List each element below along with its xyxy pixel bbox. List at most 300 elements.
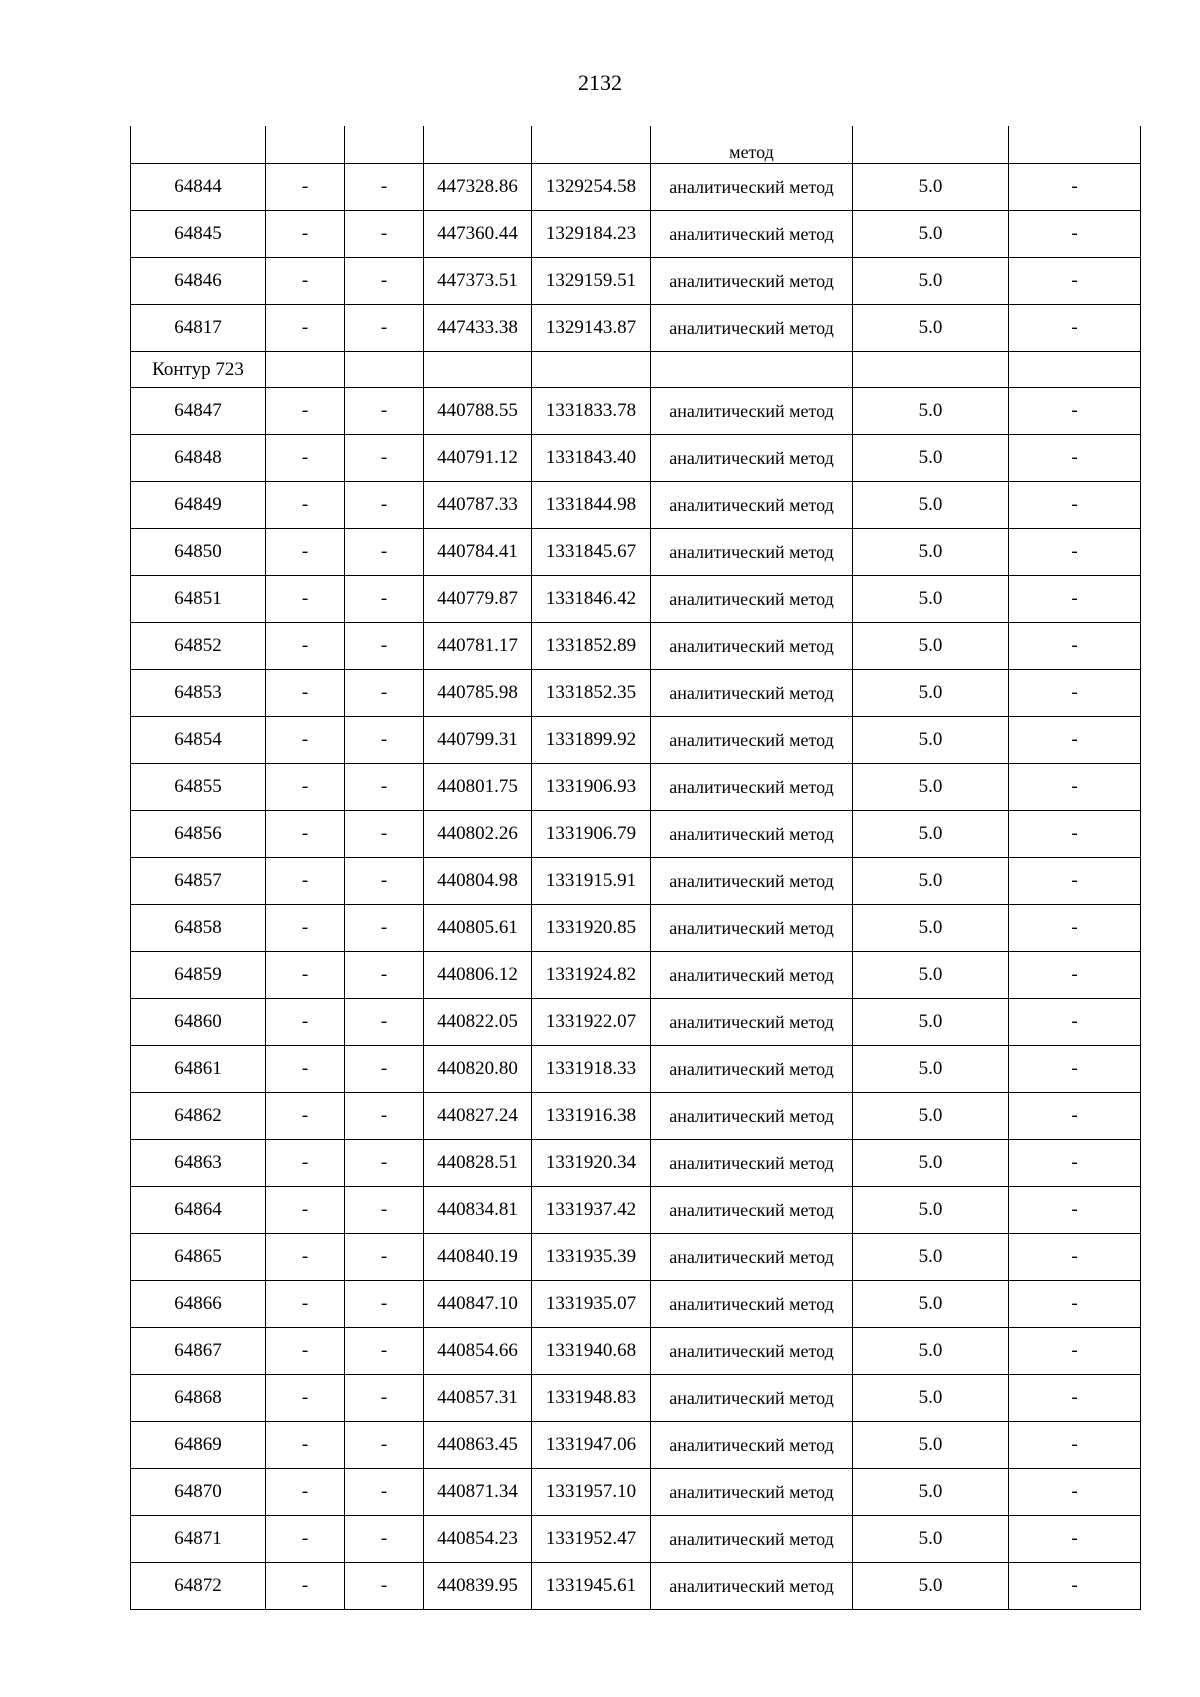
method-cell — [651, 258, 853, 305]
method-cell — [651, 435, 853, 482]
col3-cell: - — [345, 1563, 424, 1610]
method-text: аналитический метод — [669, 824, 834, 844]
point-id-cell: 64846 — [131, 258, 266, 305]
point-id-cell: 64849 — [131, 482, 266, 529]
table-row — [131, 435, 1141, 482]
col2-cell: - — [266, 576, 345, 623]
table-row — [131, 858, 1141, 905]
point-id-cell: 64848 — [131, 435, 266, 482]
col2-cell: - — [266, 305, 345, 352]
col2-cell: - — [266, 1375, 345, 1422]
point-id-cell: 64844 — [131, 164, 266, 211]
col2-cell: - — [266, 258, 345, 305]
accuracy-cell: 5.0 — [853, 1469, 1009, 1516]
x-coord-cell: 440854.23 — [424, 1516, 532, 1563]
accuracy-cell: 5.0 — [853, 1422, 1009, 1469]
col3-cell: - — [345, 858, 424, 905]
table-row — [131, 1140, 1141, 1187]
col3-cell: - — [345, 1093, 424, 1140]
y-coord-cell: 1331906.93 — [532, 764, 651, 811]
x-coord-cell: 440839.95 — [424, 1563, 532, 1610]
col3-cell: - — [345, 482, 424, 529]
table-row — [131, 670, 1141, 717]
x-coord-cell: 447360.44 — [424, 211, 532, 258]
table-row — [131, 482, 1141, 529]
x-coord-cell: 440788.55 — [424, 388, 532, 435]
point-id-cell: 64851 — [131, 576, 266, 623]
col2-cell: - — [266, 1422, 345, 1469]
point-id-cell: 64856 — [131, 811, 266, 858]
page-number: 2132 — [578, 70, 622, 95]
col3-cell: - — [345, 1187, 424, 1234]
col3-cell: - — [345, 1328, 424, 1375]
point-id-cell: 64871 — [131, 1516, 266, 1563]
last-col-cell: - — [1009, 905, 1141, 952]
method-cell — [651, 1093, 853, 1140]
method-text: аналитический метод — [669, 589, 834, 609]
method-cell — [651, 482, 853, 529]
y-coord-cell: 1331948.83 — [532, 1375, 651, 1422]
y-coord-cell: 1331852.89 — [532, 623, 651, 670]
table-row — [131, 1469, 1141, 1516]
table-row — [131, 1375, 1141, 1422]
point-id-cell: 64870 — [131, 1469, 266, 1516]
accuracy-cell: 5.0 — [853, 952, 1009, 999]
point-id-cell: 64860 — [131, 999, 266, 1046]
col3-cell: - — [345, 811, 424, 858]
method-text: аналитический метод — [669, 965, 834, 985]
col3-cell: - — [345, 1140, 424, 1187]
method-cell — [651, 1187, 853, 1234]
y-coord-cell: 1331845.67 — [532, 529, 651, 576]
col3-cell: - — [345, 623, 424, 670]
method-text: аналитический метод — [669, 1059, 834, 1079]
x-coord-cell: 440822.05 — [424, 999, 532, 1046]
last-col-cell: - — [1009, 211, 1141, 258]
method-cell — [651, 576, 853, 623]
x-coord-cell: 440827.24 — [424, 1093, 532, 1140]
method-text: аналитический метод — [669, 1529, 834, 1549]
table-row — [131, 952, 1141, 999]
last-col-cell: - — [1009, 952, 1141, 999]
col2-cell: - — [266, 670, 345, 717]
accuracy-cell: 5.0 — [853, 1234, 1009, 1281]
col2-cell: - — [266, 1281, 345, 1328]
col2-cell: - — [266, 1234, 345, 1281]
x-coord-cell: 440828.51 — [424, 1140, 532, 1187]
y-coord-cell: 1331920.85 — [532, 905, 651, 952]
point-id-cell: 64867 — [131, 1328, 266, 1375]
col3-cell: - — [345, 258, 424, 305]
col3-cell: - — [345, 1516, 424, 1563]
last-col-cell: - — [1009, 764, 1141, 811]
last-col-cell: - — [1009, 1375, 1141, 1422]
accuracy-cell: 5.0 — [853, 529, 1009, 576]
table-row — [131, 211, 1141, 258]
accuracy-cell: 5.0 — [853, 764, 1009, 811]
col2-cell: - — [266, 1046, 345, 1093]
method-text: аналитический метод — [669, 271, 834, 291]
accuracy-cell: 5.0 — [853, 811, 1009, 858]
method-cell — [651, 1140, 853, 1187]
table-row — [131, 388, 1141, 435]
accuracy-cell: 5.0 — [853, 435, 1009, 482]
x-coord-cell: 440802.26 — [424, 811, 532, 858]
col2-cell: - — [266, 435, 345, 482]
col3-cell: - — [345, 435, 424, 482]
col3-cell: - — [345, 529, 424, 576]
last-col-cell: - — [1009, 1328, 1141, 1375]
method-cell — [651, 1563, 853, 1610]
method-text: аналитический метод — [669, 1435, 834, 1455]
point-id-cell: 64854 — [131, 717, 266, 764]
method-cell — [651, 905, 853, 952]
last-col-cell: - — [1009, 1234, 1141, 1281]
method-cell — [651, 1469, 853, 1516]
section-row — [131, 352, 1141, 388]
last-col-cell: - — [1009, 1422, 1141, 1469]
method-cell — [651, 717, 853, 764]
method-cell — [651, 164, 853, 211]
point-id-cell: 64817 — [131, 305, 266, 352]
table-row — [131, 529, 1141, 576]
y-coord-cell: 1331924.82 — [532, 952, 651, 999]
last-col-cell: - — [1009, 388, 1141, 435]
method-text: аналитический метод — [669, 1341, 834, 1361]
col2-cell: - — [266, 1187, 345, 1234]
last-col-cell: - — [1009, 670, 1141, 717]
accuracy-cell: 5.0 — [853, 1375, 1009, 1422]
x-coord-cell: 440840.19 — [424, 1234, 532, 1281]
last-col-cell: - — [1009, 1187, 1141, 1234]
table-row — [131, 576, 1141, 623]
table-row — [131, 258, 1141, 305]
method-text: аналитический метод — [669, 1482, 834, 1502]
table-row — [131, 1093, 1141, 1140]
point-id-cell: 64859 — [131, 952, 266, 999]
point-id-cell: 64866 — [131, 1281, 266, 1328]
method-cell — [651, 1516, 853, 1563]
point-id-cell: 64857 — [131, 858, 266, 905]
table-row — [131, 811, 1141, 858]
last-col-cell: - — [1009, 1281, 1141, 1328]
y-coord-cell: 1329184.23 — [532, 211, 651, 258]
col2-cell: - — [266, 211, 345, 258]
y-coord-cell: 1331940.68 — [532, 1328, 651, 1375]
method-cell — [651, 529, 853, 576]
method-text: аналитический метод — [669, 542, 834, 562]
col2-cell: - — [266, 482, 345, 529]
method-cell — [651, 811, 853, 858]
col3-cell: - — [345, 717, 424, 764]
col3-cell: - — [345, 905, 424, 952]
col3-cell: - — [345, 764, 424, 811]
method-cell — [651, 623, 853, 670]
last-col-cell: - — [1009, 1469, 1141, 1516]
y-coord-cell: 1331852.35 — [532, 670, 651, 717]
last-col-cell: - — [1009, 164, 1141, 211]
x-coord-cell: 440784.41 — [424, 529, 532, 576]
table-row — [131, 999, 1141, 1046]
accuracy-cell: 5.0 — [853, 1046, 1009, 1093]
table-row — [131, 905, 1141, 952]
x-coord-cell: 440871.34 — [424, 1469, 532, 1516]
method-text: аналитический метод — [669, 177, 834, 197]
y-coord-cell: 1331906.79 — [532, 811, 651, 858]
col2-cell: - — [266, 529, 345, 576]
y-coord-cell: 1331843.40 — [532, 435, 651, 482]
accuracy-cell: 5.0 — [853, 1281, 1009, 1328]
accuracy-cell: 5.0 — [853, 858, 1009, 905]
last-col-cell: - — [1009, 858, 1141, 905]
y-coord-cell: 1331947.06 — [532, 1422, 651, 1469]
accuracy-cell: 5.0 — [853, 576, 1009, 623]
x-coord-cell: 440863.45 — [424, 1422, 532, 1469]
col3-cell: - — [345, 164, 424, 211]
x-coord-cell: 440781.17 — [424, 623, 532, 670]
method-cell — [651, 1234, 853, 1281]
col3-cell: - — [345, 952, 424, 999]
col2-cell: - — [266, 388, 345, 435]
last-col-cell: - — [1009, 305, 1141, 352]
y-coord-cell: 1331952.47 — [532, 1516, 651, 1563]
x-coord-cell: 440787.33 — [424, 482, 532, 529]
last-col-cell: - — [1009, 435, 1141, 482]
col3-cell: - — [345, 1469, 424, 1516]
col3-cell: - — [345, 999, 424, 1046]
x-coord-cell: 447328.86 — [424, 164, 532, 211]
col2-cell: - — [266, 952, 345, 999]
col2-cell: - — [266, 717, 345, 764]
point-id-cell: 64845 — [131, 211, 266, 258]
method-text: аналитический метод — [669, 1247, 834, 1267]
y-coord-cell: 1331922.07 — [532, 999, 651, 1046]
last-col-cell: - — [1009, 623, 1141, 670]
x-coord-cell: 440804.98 — [424, 858, 532, 905]
method-cell — [651, 1281, 853, 1328]
accuracy-cell: 5.0 — [853, 388, 1009, 435]
table-row-continued — [131, 126, 1141, 164]
y-coord-cell: 1331945.61 — [532, 1563, 651, 1610]
accuracy-cell: 5.0 — [853, 1093, 1009, 1140]
y-coord-cell: 1331935.07 — [532, 1281, 651, 1328]
accuracy-cell: 5.0 — [853, 670, 1009, 717]
last-col-cell: - — [1009, 1563, 1141, 1610]
accuracy-cell: 5.0 — [853, 164, 1009, 211]
point-id-cell: 64847 — [131, 388, 266, 435]
col2-cell: - — [266, 1328, 345, 1375]
method-text: аналитический метод — [669, 448, 834, 468]
last-col-cell: - — [1009, 529, 1141, 576]
table-row — [131, 623, 1141, 670]
y-coord-cell: 1329254.58 — [532, 164, 651, 211]
table-row — [131, 1281, 1141, 1328]
last-col-cell: - — [1009, 811, 1141, 858]
table-row — [131, 764, 1141, 811]
accuracy-cell: 5.0 — [853, 482, 1009, 529]
col2-cell: - — [266, 623, 345, 670]
last-col-cell: - — [1009, 1093, 1141, 1140]
method-cell — [651, 952, 853, 999]
col3-cell: - — [345, 211, 424, 258]
table-row — [131, 1563, 1141, 1610]
method-text: аналитический метод — [669, 871, 834, 891]
y-coord-cell: 1331935.39 — [532, 1234, 651, 1281]
y-coord-cell: 1331899.92 — [532, 717, 651, 764]
last-col-cell: - — [1009, 482, 1141, 529]
method-cell — [651, 1046, 853, 1093]
col3-cell: - — [345, 576, 424, 623]
table-row — [131, 1516, 1141, 1563]
method-text: аналитический метод — [669, 224, 834, 244]
x-coord-cell: 440820.80 — [424, 1046, 532, 1093]
y-coord-cell: 1329143.87 — [532, 305, 651, 352]
method-text: аналитический метод — [669, 1294, 834, 1314]
point-id-cell: 64864 — [131, 1187, 266, 1234]
last-col-cell: - — [1009, 999, 1141, 1046]
point-id-cell: 64850 — [131, 529, 266, 576]
method-text: аналитический метод — [669, 1576, 834, 1596]
method-cell — [651, 670, 853, 717]
x-coord-cell: 440806.12 — [424, 952, 532, 999]
last-col-cell: - — [1009, 717, 1141, 764]
method-text: аналитический метод — [669, 636, 834, 656]
accuracy-cell: 5.0 — [853, 717, 1009, 764]
point-id-cell: 64852 — [131, 623, 266, 670]
x-coord-cell: 440785.98 — [424, 670, 532, 717]
coordinates-table — [130, 126, 1141, 1610]
col2-cell: - — [266, 164, 345, 211]
accuracy-cell: 5.0 — [853, 1563, 1009, 1610]
col2-cell: - — [266, 1469, 345, 1516]
col2-cell: - — [266, 1140, 345, 1187]
table-row — [131, 1328, 1141, 1375]
method-text: аналитический метод — [669, 918, 834, 938]
method-text: аналитический метод — [669, 730, 834, 750]
accuracy-cell: 5.0 — [853, 305, 1009, 352]
method-cell — [651, 305, 853, 352]
x-coord-cell: 447373.51 — [424, 258, 532, 305]
method-text: аналитический метод — [669, 401, 834, 421]
method-text: аналитический метод — [669, 495, 834, 515]
y-coord-cell: 1331957.10 — [532, 1469, 651, 1516]
y-coord-cell: 1331937.42 — [532, 1187, 651, 1234]
col2-cell: - — [266, 1563, 345, 1610]
col3-cell: - — [345, 1375, 424, 1422]
point-id-cell: 64868 — [131, 1375, 266, 1422]
method-text: аналитический метод — [669, 1012, 834, 1032]
x-coord-cell: 440847.10 — [424, 1281, 532, 1328]
method-text: аналитический метод — [669, 777, 834, 797]
method-cell — [651, 999, 853, 1046]
method-text: аналитический метод — [669, 1106, 834, 1126]
x-coord-cell: 440854.66 — [424, 1328, 532, 1375]
point-id-cell: 64863 — [131, 1140, 266, 1187]
x-coord-cell: 440791.12 — [424, 435, 532, 482]
x-coord-cell: 447433.38 — [424, 305, 532, 352]
x-coord-cell: 440801.75 — [424, 764, 532, 811]
x-coord-cell: 440799.31 — [424, 717, 532, 764]
y-coord-cell: 1329159.51 — [532, 258, 651, 305]
last-col-cell: - — [1009, 1140, 1141, 1187]
method-text: аналитический метод — [669, 1153, 834, 1173]
y-coord-cell: 1331833.78 — [532, 388, 651, 435]
y-coord-cell: 1331918.33 — [532, 1046, 651, 1093]
table-row — [131, 717, 1141, 764]
col3-cell: - — [345, 1234, 424, 1281]
table-row — [131, 305, 1141, 352]
col3-cell: - — [345, 305, 424, 352]
col2-cell: - — [266, 999, 345, 1046]
section-label: Контур 723 — [131, 352, 266, 388]
accuracy-cell: 5.0 — [853, 623, 1009, 670]
point-id-cell: 64865 — [131, 1234, 266, 1281]
accuracy-cell: 5.0 — [853, 999, 1009, 1046]
table-row — [131, 1187, 1141, 1234]
method-text: аналитический метод — [669, 1200, 834, 1220]
accuracy-cell: 5.0 — [853, 905, 1009, 952]
accuracy-cell: 5.0 — [853, 1187, 1009, 1234]
method-cell: метод — [651, 126, 853, 164]
method-cell — [651, 1422, 853, 1469]
x-coord-cell: 440857.31 — [424, 1375, 532, 1422]
y-coord-cell: 1331846.42 — [532, 576, 651, 623]
point-id-cell: 64858 — [131, 905, 266, 952]
col3-cell: - — [345, 1046, 424, 1093]
y-coord-cell: 1331916.38 — [532, 1093, 651, 1140]
method-cell — [651, 211, 853, 258]
x-coord-cell: 440779.87 — [424, 576, 532, 623]
col3-cell: - — [345, 1422, 424, 1469]
col2-cell: - — [266, 1093, 345, 1140]
last-col-cell: - — [1009, 1046, 1141, 1093]
method-cell — [651, 858, 853, 905]
y-coord-cell: 1331920.34 — [532, 1140, 651, 1187]
table-row — [131, 164, 1141, 211]
table-row — [131, 1046, 1141, 1093]
col2-cell: - — [266, 858, 345, 905]
col3-cell: - — [345, 388, 424, 435]
method-cell — [651, 1328, 853, 1375]
last-col-cell: - — [1009, 258, 1141, 305]
accuracy-cell: 5.0 — [853, 1140, 1009, 1187]
point-id-cell: 64861 — [131, 1046, 266, 1093]
table-row — [131, 1234, 1141, 1281]
col3-cell: - — [345, 670, 424, 717]
method-cell — [651, 764, 853, 811]
accuracy-cell: 5.0 — [853, 211, 1009, 258]
accuracy-cell: 5.0 — [853, 1516, 1009, 1563]
point-id-cell: 64853 — [131, 670, 266, 717]
col2-cell: - — [266, 1516, 345, 1563]
x-coord-cell: 440834.81 — [424, 1187, 532, 1234]
table-row — [131, 1422, 1141, 1469]
accuracy-cell: 5.0 — [853, 258, 1009, 305]
method-text: аналитический метод — [669, 318, 834, 338]
method-text: аналитический метод — [669, 1388, 834, 1408]
col3-cell: - — [345, 1281, 424, 1328]
last-col-cell: - — [1009, 576, 1141, 623]
accuracy-cell: 5.0 — [853, 1328, 1009, 1375]
y-coord-cell: 1331915.91 — [532, 858, 651, 905]
point-id-cell: 64855 — [131, 764, 266, 811]
col2-cell: - — [266, 764, 345, 811]
col2-cell: - — [266, 811, 345, 858]
col2-cell: - — [266, 905, 345, 952]
last-col-cell: - — [1009, 1516, 1141, 1563]
method-cell — [651, 388, 853, 435]
method-cell — [651, 1375, 853, 1422]
